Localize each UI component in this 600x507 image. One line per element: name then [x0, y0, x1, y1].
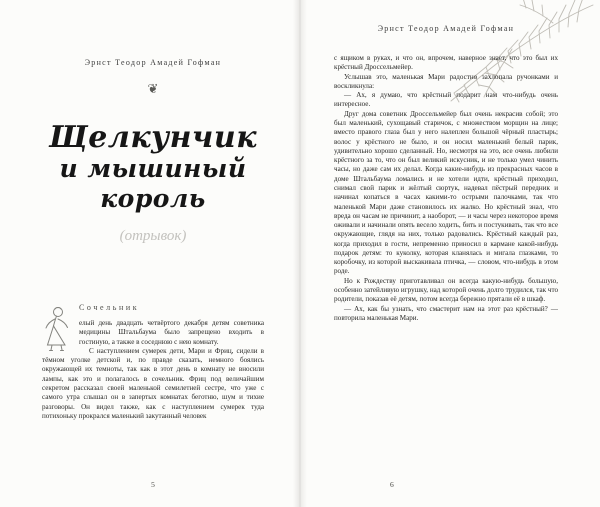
title-line-2: и мышиный король — [59, 154, 247, 213]
paragraph: елый день двадцать четвёртого декабря детям советника медицины Штальбаума было запрещено входить в гостиную, а также в соседнюю с нею комнату. — [79, 319, 264, 346]
running-head: Эрнст Теодор Амадей Гофман — [377, 24, 515, 33]
paragraph: Друг дома советник Дроссельмейер был очень некрасив собой; это был маленький, сухощавый старичок, с множеством морщин на лице; вместо правого глаза был у него налеплен большой чёрный пластырь; волос у крёстного не было, и он носил маленький белый парик, удивительно хорошо сделанный. Но, несмотря на это, все очень любили крёстного за то, что он был великий искусник, и не только умел чинить часы, но даже сам их делал. Когда какие-нибудь из прекрасных часов в доме Штальбаума ломались и не хотели идти, крёстный приходил, снимал свой парик и жёлтый сюртук, надевал пёстрый передник и начинал копаться в часах какими-то острыми палочками, так что маленькой Мари даже становилось их жалко. Но крёстный знал, что вреда он часам не причинит, а наоборот, — и часы через некоторое время оживали и начинали опять весело ходить, бить и постукивать, так что все окружающие, глядя на них, только радовались. Крёстный каждый раз, когда приходил в гости, непременно приносил в кармане какой-нибудь подарок детям: то куколку, которая кланялась и мигала глазками, то коробочку, из которой выскакивала птичка, — словом, что-нибудь в этом роде. — [334, 109, 558, 276]
chapter-opening — [42, 303, 264, 421]
book-title — [42, 121, 264, 214]
running-head: Эрнст Теодор Амадей Гофман — [84, 58, 222, 67]
paragraph: Но к Рождеству приготавливал он всегда какую-нибудь большую, особенно затейливую игрушку, над которой очень долго трудился, так что родители, показав её детям, потом всегда бережно прятали её в шкаф. — [334, 276, 558, 304]
page-number: 5 — [151, 480, 155, 489]
paragraph: — Ах, я думаю, что крёстный подарит нам что-нибудь очень интересное. — [334, 91, 558, 109]
fleuron-ornament-icon: ❦ — [147, 81, 159, 96]
right-page — [300, 0, 600, 507]
page-body — [334, 54, 558, 323]
paragraph: — Ах, как бы узнать, что смастерит нам на этот раз крёстный? — повторила маленькая Мари. — [334, 304, 558, 322]
paragraph: Услышав это, маленькая Мари радостно захлопала ручонками и воскликнула: — [334, 72, 558, 90]
page-number: 6 — [390, 480, 394, 489]
paragraph: С наступлением сумерек дети, Мари и Фриц, сидели в тёмном уголке детской и, по правде сказать, немного боялись окружающей их темноты, так как в этот день в комнату не вносили лампы, как это и полагалось в сочельник. Фриц под величайшим секретом рассказал своей маленькой семилетней сестре, что уже с самого утра слышал он в запертых комнатах беготню, шум и тихие разговоры. Он видел также, как с наступлением сумерек туда потихоньку прокрался маленький закутанный человек — [42, 346, 264, 420]
title-line-1: Щелкунчик — [48, 120, 257, 155]
section-title: Сочельник — [79, 303, 140, 312]
drop-cap-child-illustration — [42, 305, 72, 353]
subtitle: (отрывок) — [119, 228, 187, 244]
paragraph: с ящиком в руках, и что он, впрочем, наверное знает, что это был их крёстный Дроссельмейер. — [334, 54, 558, 72]
